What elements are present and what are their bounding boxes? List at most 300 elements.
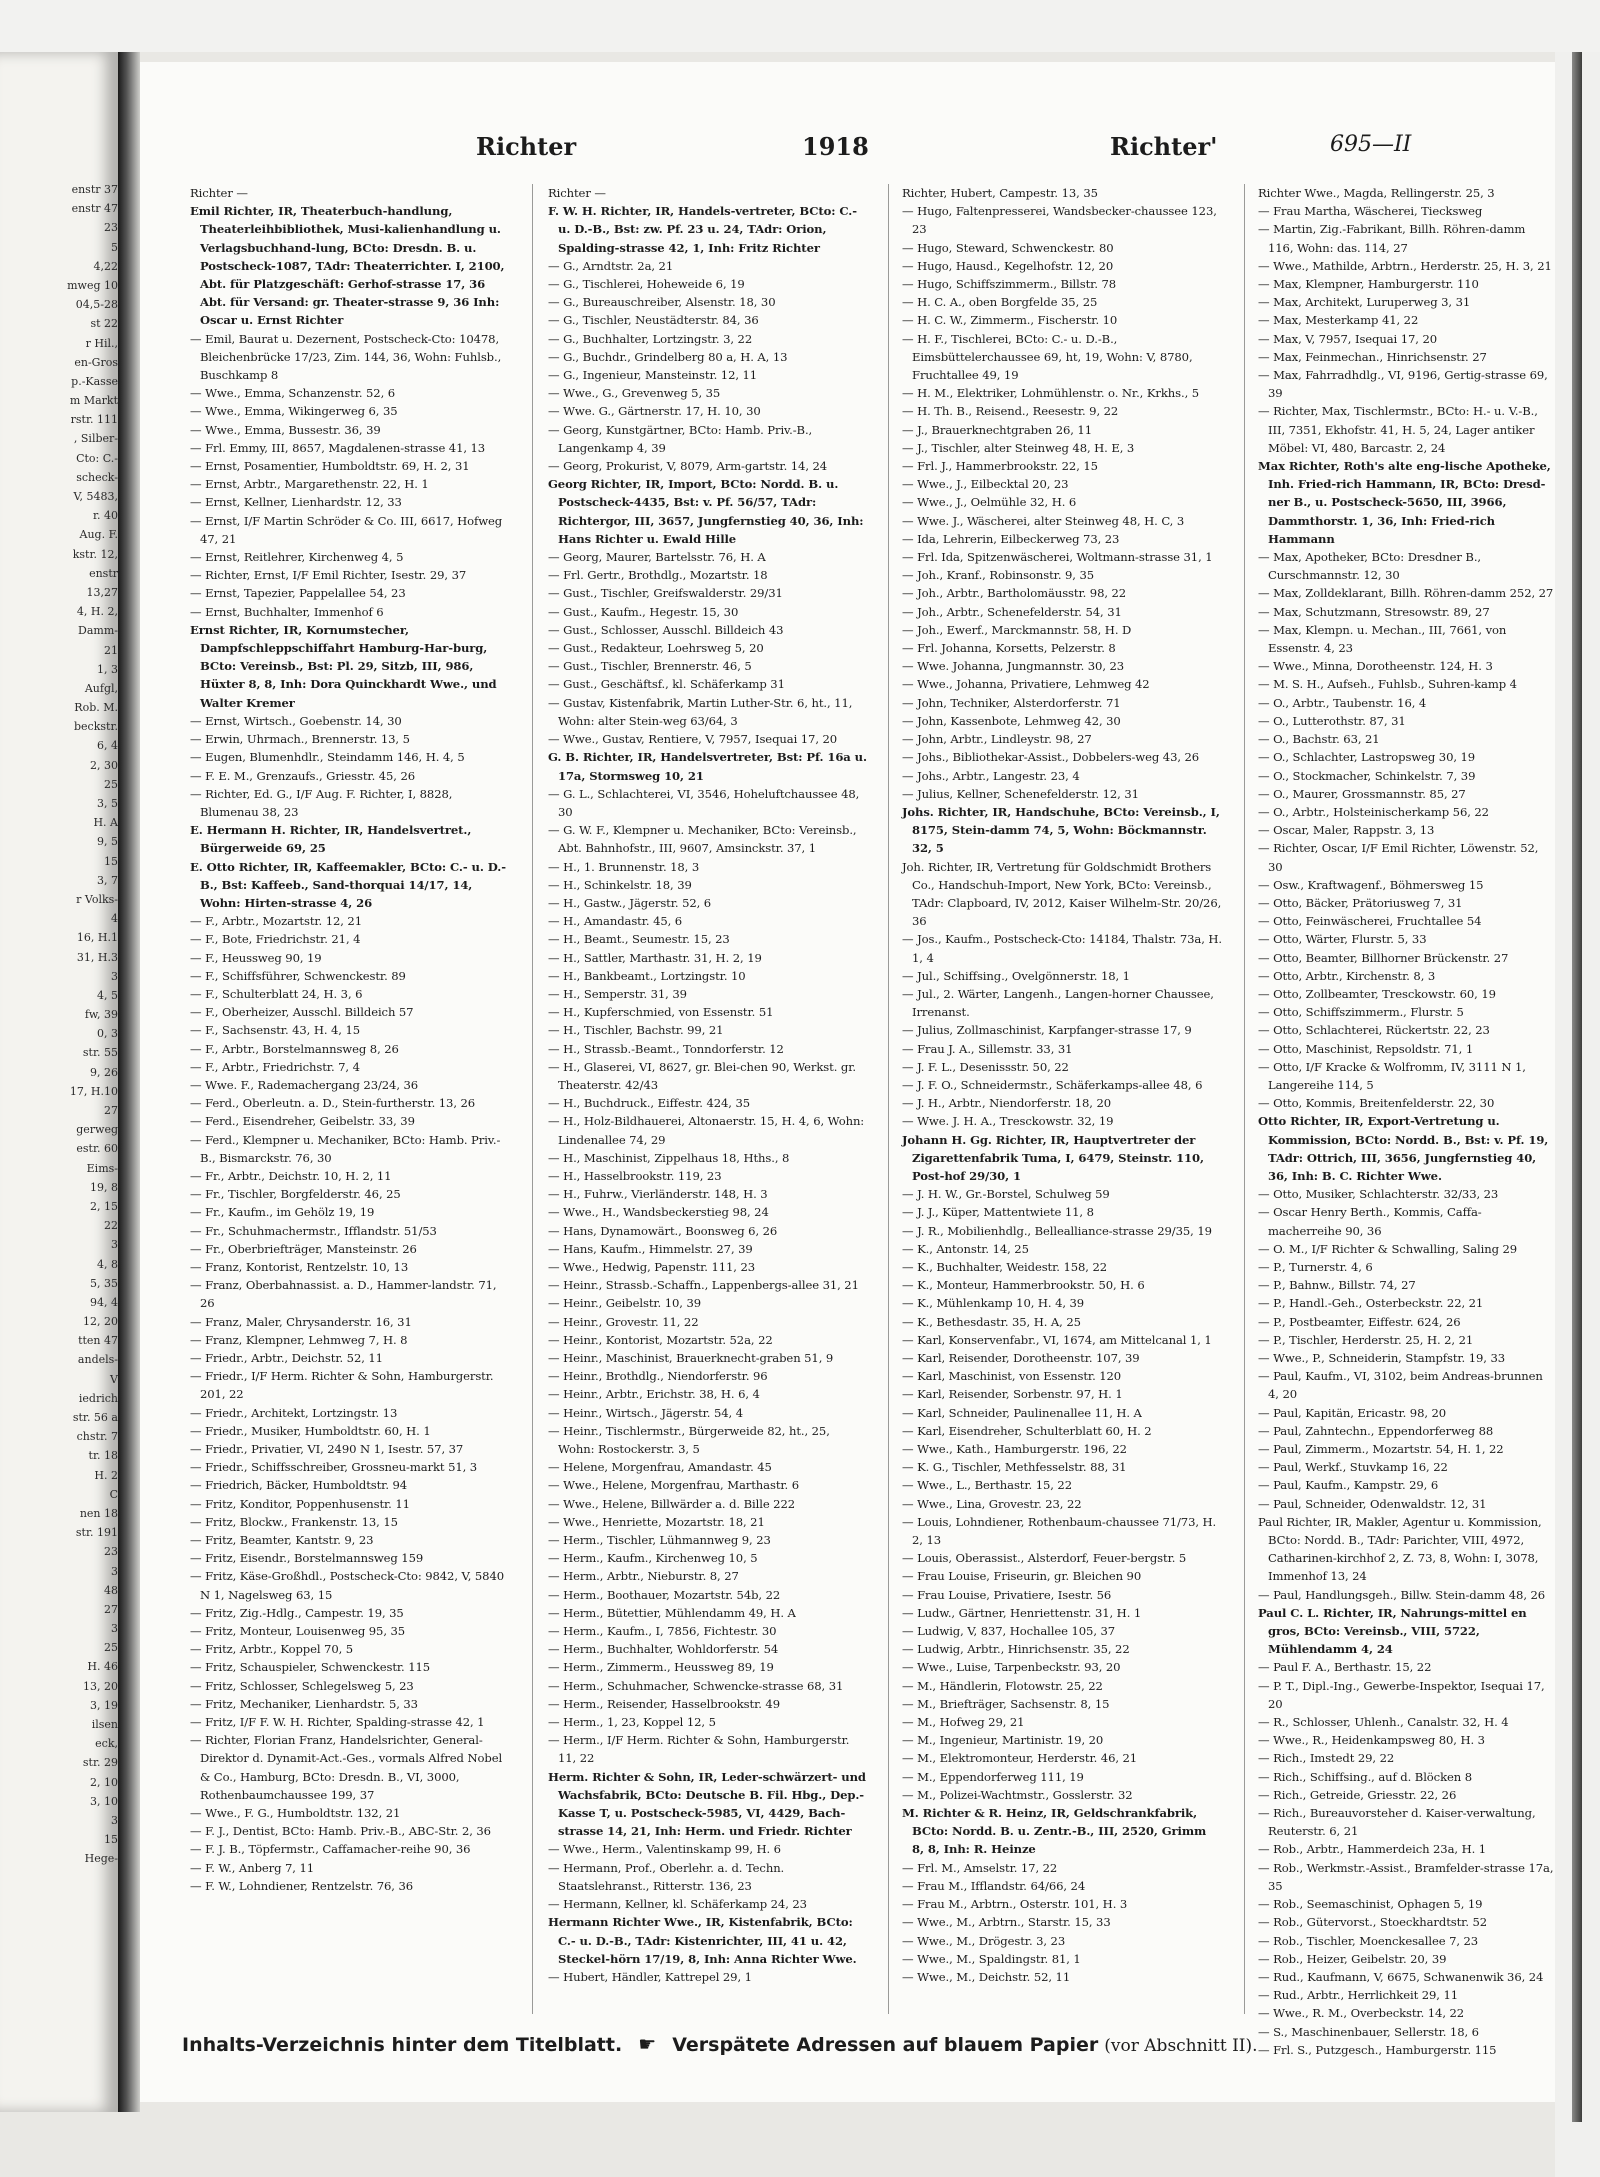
directory-entry: — Frau M., Arbtrn., Osterstr. 101, H. 3 <box>902 1897 1128 1912</box>
directory-entry: — Fritz, Zig.-Hdlg., Campestr. 19, 35 <box>190 1605 404 1620</box>
directory-entry: — H., Schinkelstr. 18, 39 <box>548 877 692 892</box>
left-page-fragment: 3, 10 <box>90 1794 118 1808</box>
left-page-fragment: 4, 5 <box>97 988 118 1002</box>
left-page-fragment: r Hil., <box>85 336 118 350</box>
directory-entry: — Max, Schutzmann, Stresowstr. 89, 27 <box>1258 604 1490 619</box>
firm-entry: G. B. Richter, IR, Handelsvertreter, Bst: Pf. 16a u. 17a, Stormsweg 10, 21 <box>548 750 867 783</box>
directory-entry: — M., Eppendorferweg 111, 19 <box>902 1769 1084 1784</box>
directory-entry: — F. W., Anberg 7, 11 <box>190 1860 315 1875</box>
directory-entry: — Franz, Maler, Chrysanderstr. 16, 31 <box>190 1314 412 1329</box>
book-gutter <box>118 52 140 2112</box>
directory-entry: — P. T., Dipl.-Ing., Gewerbe-Inspektor, Isequai 17, 20 <box>1258 1678 1545 1711</box>
directory-entry: — Wwe., Lina, Grovestr. 23, 22 <box>902 1496 1082 1511</box>
directory-entry: — Heinr., Grovestr. 11, 22 <box>548 1314 699 1329</box>
left-page-fragment: 12, 20 <box>83 1315 118 1329</box>
left-page-fragment: 3, 7 <box>97 873 118 887</box>
directory-entry: — Wwe. G., Gärtnerstr. 17, H. 10, 30 <box>548 404 761 419</box>
left-page-fragment: 31, H.3 <box>76 950 118 964</box>
left-page-fragment: 27 <box>104 1104 118 1117</box>
directory-entry: — Wwe. J. H. A., Tresckowstr. 32, 19 <box>902 1114 1114 1129</box>
directory-entry: Richter Wwe., Magda, Rellingerstr. 25, 3 <box>1258 186 1495 200</box>
directory-entry: — O., Arbtr., Holsteinischerkamp 56, 22 <box>1258 804 1489 819</box>
directory-entry: — Joh., Kranf., Robinsonstr. 9, 35 <box>902 568 1094 583</box>
directory-entry: — Friedr., Arbtr., Deichstr. 52, 11 <box>190 1351 383 1365</box>
left-page-fragment: H. A <box>93 816 118 830</box>
directory-entry: — Wwe., Minna, Dorotheenstr. 124, H. 3 <box>1258 659 1493 674</box>
directory-entry: — Herm., Boothauer, Mozartstr. 54b, 22 <box>548 1587 781 1602</box>
firm-entry: Johann H. Gg. Richter, IR, Hauptvertreter der Zigarettenfabrik Tuma, I, 6479, Steinstr. 110, Post-hof 29/30, 1 <box>902 1132 1204 1183</box>
left-page-fragment: mweg 10 <box>67 278 118 292</box>
firm-entry: E. Otto Richter, IR, Kaffeemakler, BCto: C.- u. D.-B., Bst: Kaffeeb., Sand-thorquai 14/17, 14, Wohn: Hirten-strasse 4, 26 <box>190 859 506 910</box>
directory-entry: — F., Schiffsführer, Schwenckestr. 89 <box>190 968 406 983</box>
directory-entry: — H., Semperstr. 31, 39 <box>548 986 687 1001</box>
directory-entry: — Max, Architekt, Luruperweg 3, 31 <box>1258 295 1471 310</box>
left-page-fragment: 2, 30 <box>90 758 118 772</box>
left-page-fragment: 2, 10 <box>90 1775 118 1789</box>
directory-entry: — J. F. L., Desenissstr. 50, 22 <box>902 1059 1069 1074</box>
directory-entry: — Franz, Klempner, Lehmweg 7, H. 8 <box>190 1332 408 1347</box>
directory-entry: — Wwe., Luise, Tarpenbeckstr. 93, 20 <box>902 1660 1121 1675</box>
left-page-fragment: Aug. F. <box>79 528 118 542</box>
left-page-fragment: en-Gros <box>74 355 118 369</box>
directory-entry: — Joh., Arbtr., Schenefelderstr. 54, 31 <box>902 604 1122 619</box>
left-page-fragment: 17, H.10 <box>69 1084 118 1098</box>
directory-entry: — J., Tischler, alter Steinweg 48, H. E, 3 <box>902 440 1135 455</box>
directory-entry: — Friedr., Schiffsschreiber, Grossneu-markt 51, 3 <box>190 1460 478 1475</box>
firm-entry: Paul C. L. Richter, IR, Nahrungs-mittel en gros, BCto: Vereinsb., VIII, 5722, Mühlendamm 4, 24 <box>1258 1605 1527 1657</box>
directory-entry: — Otto, Feinwäscherei, Fruchtallee 54 <box>1258 914 1482 929</box>
directory-entry: — Hugo, Steward, Schwenckestr. 80 <box>902 240 1114 255</box>
directory-entry: — Paul, Zahntechn., Eppendorferweg 88 <box>1258 1423 1494 1438</box>
page-footer <box>182 2032 1522 2062</box>
left-page-fragment: rstr. 111 <box>70 413 118 427</box>
directory-entry: — Gust., Kaufm., Hegestr. 15, 30 <box>548 604 739 619</box>
left-page-fragment: nen 18 <box>79 1506 118 1520</box>
directory-entry: — Frl. S., Putzgesch., Hamburgerstr. 115 <box>1258 2042 1497 2057</box>
left-page-fragment: eck, <box>95 1737 118 1751</box>
directory-entry: — O., Schlachter, Lastropsweg 30, 19 <box>1258 750 1476 765</box>
directory-entry: — Hans, Kaufm., Himmelstr. 27, 39 <box>548 1241 753 1256</box>
directory-entry: — Ernst, Kellner, Lienhardstr. 12, 33 <box>190 495 402 510</box>
left-page-fragment: str. 191 <box>75 1526 118 1540</box>
directory-entry: — Max, Zolldeklarant, Billh. Röhren-damm 252, 27 <box>1258 586 1554 601</box>
left-page-fragment: st 22 <box>90 317 118 331</box>
directory-entry: — Ernst, Arbtr., Margarethenstr. 22, H. 1 <box>190 477 429 492</box>
directory-entry: — H., 1. Brunnenstr. 18, 3 <box>548 859 700 874</box>
left-page-fragment: 15 <box>104 854 118 868</box>
directory-entry: — Gust., Tischler, Brennerstr. 46, 5 <box>548 659 752 674</box>
directory-entry: — Otto, Arbtr., Kirchenstr. 8, 3 <box>1258 968 1436 983</box>
directory-entry: — H. M., Elektriker, Lohmühlenstr. o. Nr., Krkhs., 5 <box>902 386 1200 401</box>
left-page-fragment: scheck- <box>76 470 118 484</box>
left-page-fragment: 5, 35 <box>90 1276 118 1290</box>
directory-entry: — O. M., I/F Richter & Schwalling, Saling 29 <box>1258 1241 1518 1256</box>
left-page-fragment: kstr. 12, <box>72 547 118 561</box>
left-page-fragment: 1, 3 <box>97 662 118 676</box>
directory-entry: — Rich., Schiffsing., auf d. Blöcken 8 <box>1258 1769 1472 1784</box>
directory-entry: — Fritz, Schauspieler, Schwenckestr. 115 <box>190 1660 431 1675</box>
directory-entry: — Wwe., Emma, Wikingerweg 6, 35 <box>190 404 398 419</box>
left-page-fragment: 22 <box>104 1219 118 1233</box>
left-page-fragment: enstr 37 <box>71 183 118 196</box>
directory-entry: — F. J. B., Töpfermstr., Caffamacher-reihe 90, 36 <box>190 1842 471 1857</box>
left-page-fragment: 2, 15 <box>90 1199 118 1213</box>
directory-entry: — S., Maschinenbauer, Sellerstr. 18, 6 <box>1258 2024 1479 2039</box>
directory-entry: — Rob., Tischler, Moenckesallee 7, 23 <box>1258 1933 1479 1948</box>
directory-entry: — Fr., Arbtr., Deichstr. 10, H. 2, 11 <box>190 1168 392 1183</box>
left-page-fragment: 4,22 <box>93 259 118 273</box>
directory-entry: — M., Händlerin, Flotowstr. 25, 22 <box>902 1678 1103 1693</box>
directory-entry: — Oscar, Maler, Rappstr. 3, 13 <box>1258 823 1435 838</box>
footer-section-note: (vor Abschnitt II). <box>1104 2036 1258 2056</box>
directory-entry: — Wwe., F. G., Humboldtstr. 132, 21 <box>190 1806 401 1821</box>
left-page-fragment: 04,5-28 <box>75 298 118 312</box>
directory-entry: — Wwe., Emma, Schanzenstr. 52, 6 <box>190 386 396 401</box>
directory-entry: — Georg, Prokurist, V, 8079, Arm-gartstr. 14, 24 <box>548 459 828 474</box>
directory-entry: — Rich., Bureauvorsteher d. Kaiser-verwaltung, Reuterstr. 6, 21 <box>1258 1806 1536 1839</box>
directory-entry: — Wwe., Helene, Morgenfrau, Marthastr. 6 <box>548 1478 799 1493</box>
directory-entry: — Heinr., Arbtr., Erichstr. 38, H. 6, 4 <box>548 1387 760 1402</box>
directory-entry: — G., Ingenieur, Mansteinstr. 12, 11 <box>548 368 758 383</box>
left-page-fragment: tr. 18 <box>88 1449 118 1463</box>
directory-entry: — Karl, Reisender, Dorotheenstr. 107, 39 <box>902 1351 1140 1365</box>
left-page-fragment: Damm- <box>78 624 118 638</box>
directory-entry: — Hugo, Hausd., Kegelhofstr. 12, 20 <box>902 258 1114 273</box>
directory-entry: — H., Tischler, Bachstr. 99, 21 <box>548 1023 724 1038</box>
directory-entry: — Ida, Lehrerin, Eilbeckerweg 73, 23 <box>902 531 1120 546</box>
directory-entry: — Fritz, I/F F. W. H. Richter, Spalding-strasse 42, 1 <box>190 1715 485 1730</box>
left-page-fragment: ilsen <box>91 1718 118 1731</box>
directory-entry: — Frau Louise, Privatiere, Isestr. 56 <box>902 1587 1112 1602</box>
directory-entry: — Oscar Henry Berth., Kommis, Caffa-macherreihe 90, 36 <box>1258 1205 1482 1238</box>
directory-entry: — Fritz, Mechaniker, Lienhardstr. 5, 33 <box>190 1696 418 1711</box>
directory-entry: — Richter, Max, Tischlermstr., BCto: H.- u. V.-B., III, 7351, Ekhofstr. 41, H. 5, 24, Lager antiker Möbel: VI, 480, Barcastr. 2, 24 <box>1258 404 1538 455</box>
directory-entry: — P., Tischler, Herderstr. 25, H. 2, 21 <box>1258 1332 1474 1347</box>
left-page-fragment: 3, 5 <box>97 797 118 810</box>
directory-column-3 <box>902 184 1222 2024</box>
directory-entry: — F. J., Dentist, BCto: Hamb. Priv.-B., ABC-Str. 2, 36 <box>190 1824 491 1839</box>
directory-entry: — Ferd., Eisendreher, Geibelstr. 33, 39 <box>190 1114 415 1129</box>
directory-entry: — F., Arbtr., Borstelmannsweg 8, 26 <box>190 1041 399 1056</box>
directory-entry: — H., Amandastr. 45, 6 <box>548 914 683 929</box>
left-page-fragment: estr. 60 <box>76 1142 118 1156</box>
directory-entry: — Julius, Zollmaschinist, Karpfanger-strasse 17, 9 <box>902 1023 1192 1038</box>
directory-entry: — Wwe., Johanna, Privatiere, Lehmweg 42 <box>902 677 1150 692</box>
directory-entry: — Franz, Kontorist, Rentzelstr. 10, 13 <box>190 1259 409 1274</box>
directory-entry: — M., Briefträger, Sachsenstr. 8, 15 <box>902 1696 1110 1711</box>
directory-entry: — Georg, Maurer, Bartelsstr. 76, H. A <box>548 550 766 565</box>
directory-entry: — F., Arbtr., Mozartstr. 12, 21 <box>190 914 362 929</box>
firm-entry: Hermann Richter Wwe., IR, Kistenfabrik, BCto: C.- u. D.-B., TAdr: Kistenrichter, III, 41 u. 42, Steckel-hörn 17/19, 8, Inh: Anna Richter Wwe. <box>548 1915 857 1966</box>
directory-entry: — Frau Louise, Friseurin, gr. Bleichen 90 <box>902 1569 1142 1584</box>
directory-entry: — Wwe., P., Schneiderin, Stampfstr. 19, 33 <box>1258 1351 1505 1365</box>
directory-entry: — P., Postbeamter, Eiffestr. 624, 26 <box>1258 1314 1461 1329</box>
left-page-fragment: 25 <box>104 1641 118 1655</box>
directory-entry: — Ernst, Tapezier, Pappelallee 54, 23 <box>190 586 406 601</box>
directory-entry: — Paul, Kaufm., Kampstr. 29, 6 <box>1258 1478 1439 1493</box>
directory-entry: — Wwe., H., Wandsbeckerstieg 98, 24 <box>548 1205 769 1220</box>
directory-entry: — Herm., Schuhmacher, Schwencke-strasse 68, 31 <box>548 1678 844 1693</box>
directory-entry: — Fritz, Schlosser, Schlegelsweg 5, 23 <box>190 1678 414 1693</box>
footer-late-addresses-note: Verspätete Adressen auf blauem Papier <box>672 2034 1099 2056</box>
directory-entry: — H., Glaserei, VI, 8627, gr. Blei-chen 90, Werkst. gr. Theaterstr. 42/43 <box>548 1059 856 1092</box>
left-page-fragment: 23 <box>104 221 118 235</box>
directory-entry: — Ferd., Klempner u. Mechaniker, BCto: Hamb. Priv.-B., Bismarckstr. 76, 30 <box>190 1132 501 1165</box>
directory-entry: — Gust., Redakteur, Loehrsweg 5, 20 <box>548 641 764 656</box>
left-page-fragment: 3 <box>111 1622 118 1636</box>
directory-entry: — Friedr., Architekt, Lortzingstr. 13 <box>190 1405 398 1420</box>
directory-entry: — Wwe., Mathilde, Arbtrn., Herderstr. 25, H. 3, 21 <box>1258 258 1552 273</box>
directory-entry: — Wwe., Kath., Hamburgerstr. 196, 22 <box>902 1442 1127 1457</box>
left-page-fragment: Hege- <box>84 1852 118 1866</box>
column-divider <box>532 184 533 2014</box>
directory-entry: — Rich., Imstedt 29, 22 <box>1258 1751 1395 1766</box>
left-page-fragment: 6, 4 <box>97 739 118 753</box>
directory-entry: — Friedr., I/F Herm. Richter & Sohn, Hamburgerstr. 201, 22 <box>190 1369 494 1402</box>
directory-entry: — K., Bethesdastr. 35, H. A, 25 <box>902 1314 1081 1329</box>
directory-entry: — Herm., Buchhalter, Wohldorferstr. 54 <box>548 1642 779 1657</box>
directory-entry: — Max, Apotheker, BCto: Dresdner B., Curschmannstr. 12, 30 <box>1258 550 1482 583</box>
directory-entry: — Otto, Musiker, Schlachterstr. 32/33, 23 <box>1258 1187 1499 1202</box>
directory-entry: — Fr., Tischler, Borgfelderstr. 46, 25 <box>190 1187 401 1202</box>
directory-entry: — Gust., Tischler, Greifswalderstr. 29/31 <box>548 586 783 601</box>
directory-entry: — H., Beamt., Seumestr. 15, 23 <box>548 932 730 947</box>
left-page-fragment: 25 <box>104 777 118 791</box>
directory-entry: — M., Hofweg 29, 21 <box>902 1715 1025 1730</box>
directory-entry: — F. W., Lohndiener, Rentzelstr. 76, 36 <box>190 1878 414 1893</box>
directory-entry: — Heinr., Tischlermstr., Bürgerweide 82, ht., 25, Wohn: Rostockerstr. 3, 5 <box>548 1423 830 1457</box>
left-page-fragment: 0, 3 <box>97 1027 118 1041</box>
directory-entry: — Fritz, Käse-Großhdl., Postscheck-Cto: 9842, V, 5840 N 1, Nagelsweg 63, 15 <box>190 1569 505 1602</box>
year-heading: 1918 <box>802 132 869 161</box>
directory-entry: — Herm., I/F Herm. Richter & Sohn, Hamburgerstr. 11, 22 <box>548 1733 850 1766</box>
directory-entry: — Otto, Schiffszimmerm., Flurstr. 5 <box>1258 1005 1464 1020</box>
running-head-right: Richter' <box>1110 132 1218 161</box>
directory-entry: — H. F., Tischlerei, BCto: C.- u. D.-B., Eimsbüttelerchaussee 69, ht, 19, Wohn: V, 8780, Fruchtallee 49, 19 <box>902 331 1193 383</box>
directory-entry: — J. H., Arbtr., Niendorferstr. 18, 20 <box>902 1096 1112 1111</box>
directory-entry: — Frl. M., Amselstr. 17, 22 <box>902 1860 1058 1875</box>
directory-entry: — M., Polizei-Wachtmstr., Gosslerstr. 32 <box>902 1787 1133 1802</box>
directory-entry: — Wwe., G., Grevenweg 5, 35 <box>548 386 721 401</box>
directory-entry: — Heinr., Kontorist, Mozartstr. 52a, 22 <box>548 1332 773 1347</box>
directory-entry: — Paul, Kaufm., VI, 3102, beim Andreas-brunnen 4, 20 <box>1258 1369 1543 1402</box>
left-page-fragment: str. 55 <box>82 1046 118 1060</box>
directory-entry: — Richter, Oscar, I/F Emil Richter, Löwenstr. 52, 30 <box>1258 841 1539 874</box>
directory-entry: — Hubert, Händler, Kattrepel 29, 1 <box>548 1969 752 1984</box>
directory-entry: — Hugo, Schiffszimmerm., Billstr. 78 <box>902 277 1117 292</box>
directory-entry: — Helene, Morgenfrau, Amandastr. 45 <box>548 1460 772 1475</box>
directory-entry: — Gust., Schlosser, Ausschl. Billdeich 43 <box>548 622 784 637</box>
directory-entry: — O., Bachstr. 63, 21 <box>1258 732 1380 747</box>
directory-entry: — Jul., Schiffsing., Ovelgönnerstr. 18, 1 <box>902 968 1130 983</box>
directory-entry: — Wwe., J., Oelmühle 32, H. 6 <box>902 495 1077 510</box>
firm-entry: Ernst Richter, IR, Kornumstecher, Dampfschleppschiffahrt Hamburg-Har-burg, BCto: Vereinsb., Bst: Pl. 29, Sitzb, III, 986, Hüxter 8, 8, Inh: Dora Quinckhardt Wwe., und Walter Kremer <box>190 622 497 710</box>
directory-entry: — John, Kassenbote, Lehmweg 42, 30 <box>902 713 1121 728</box>
directory-entry: — Heinr., Strassb.-Schaffn., Lappenbergs-allee 31, 21 <box>548 1278 859 1293</box>
left-page-fragment: V <box>110 1372 118 1386</box>
directory-entry: — Ernst, Wirtsch., Goebenstr. 14, 30 <box>190 713 402 728</box>
directory-entry: — Ernst, Reitlehrer, Kirchenweg 4, 5 <box>190 550 404 565</box>
directory-entry: — Herm., Kaufm., I, 7856, Fichtestr. 30 <box>548 1624 777 1639</box>
left-page-fragment: 13, 20 <box>83 1679 118 1693</box>
directory-entry: — Richter, Ernst, I/F Emil Richter, Isestr. 29, 37 <box>190 568 467 583</box>
left-page-fragment: H. 2 <box>94 1468 118 1482</box>
directory-entry: — H. C. A., oben Borgfelde 35, 25 <box>902 295 1098 310</box>
directory-entry: — Fritz, Arbtr., Koppel 70, 5 <box>190 1642 354 1657</box>
directory-entry: — Fr., Kaufm., im Gehölz 19, 19 <box>190 1205 375 1220</box>
directory-entry: — Paul, Kapitän, Ericastr. 98, 20 <box>1258 1405 1447 1420</box>
left-page-fragment: 4, 8 <box>97 1257 118 1271</box>
directory-entry: — Max, Klempner, Hamburgerstr. 110 <box>1258 277 1479 292</box>
directory-entry: — Karl, Schneider, Paulinenallee 11, H. A <box>902 1405 1142 1420</box>
directory-entry: — Wwe., Henriette, Mozartstr. 18, 21 <box>548 1514 765 1529</box>
directory-entry: — Johs., Bibliothekar-Assist., Dobbelers-weg 43, 26 <box>902 750 1200 765</box>
directory-entry: — Ernst, Buchhalter, Immenhof 6 <box>190 604 384 619</box>
directory-entry: — Wwe., M., Arbtrn., Starstr. 15, 33 <box>902 1915 1111 1930</box>
directory-entry: — Max, Fahrradhdlg., VI, 9196, Gertig-strasse 69, 39 <box>1258 368 1548 401</box>
directory-entry: — G., Buchdr., Grindelberg 80 a, H. A, 13 <box>548 349 788 364</box>
directory-entry: — Karl, Eisendreher, Schulterblatt 60, H. 2 <box>902 1423 1152 1438</box>
directory-entry: — Frl. J., Hammerbrookstr. 22, 15 <box>902 459 1098 474</box>
left-page-fragment: , Silber- <box>73 432 118 446</box>
directory-entry: — Otto, Beamter, Billhorner Brückenstr. 27 <box>1258 950 1509 965</box>
left-page-fragment: 21 <box>104 643 118 657</box>
directory-entry: — Joh., Arbtr., Bartholomäusstr. 98, 22 <box>902 586 1127 601</box>
firm-entry: Johs. Richter, IR, Handschuhe, BCto: Vereinsb., I, 8175, Stein-damm 74, 5, Wohn: Böckmannstr. 32, 5 <box>902 804 1220 856</box>
directory-entry: — G. L., Schlachterei, VI, 3546, Hoheluftchaussee 48, 30 <box>548 786 860 819</box>
left-page-fragment: 9, 26 <box>90 1065 118 1079</box>
directory-entry: — H., Sattler, Marthastr. 31, H. 2, 19 <box>548 950 762 965</box>
directory-entry: — Rich., Getreide, Griesstr. 22, 26 <box>1258 1787 1457 1802</box>
left-page-fragment: 94, 4 <box>90 1295 118 1309</box>
directory-entry: — P., Turnerstr. 4, 6 <box>1258 1259 1373 1274</box>
directory-entry: — M., Elektromonteur, Herderstr. 46, 21 <box>902 1751 1138 1766</box>
directory-entry: — Rud., Arbtr., Herrlichkeit 29, 11 <box>1258 1988 1459 2003</box>
left-page-fragment: C <box>109 1487 118 1501</box>
directory-entry: — Ludwig, Arbtr., Hinrichsenstr. 35, 22 <box>902 1642 1130 1657</box>
directory-entry: — Otto, Maschinist, Repsoldstr. 71, 1 <box>1258 1041 1474 1056</box>
directory-entry: — M. S. H., Aufseh., Fuhlsb., Suhren-kamp 4 <box>1258 677 1517 692</box>
directory-entry: — Wwe., Hedwig, Papenstr. 111, 23 <box>548 1259 755 1274</box>
left-page-fragment: enstr 47 <box>71 202 118 216</box>
directory-entry: — F., Heussweg 90, 19 <box>190 950 322 965</box>
directory-entry: — Fr., Schuhmachermstr., Ifflandstr. 51/53 <box>190 1223 437 1238</box>
directory-entry: — Friedr., Privatier, VI, 2490 N 1, Isestr. 57, 37 <box>190 1442 464 1457</box>
directory-entry: — Wwe., R. M., Overbeckstr. 14, 22 <box>1258 2006 1465 2021</box>
directory-entry: — Wwe., Gustav, Rentiere, V, 7957, Isequai 17, 20 <box>548 732 838 747</box>
directory-entry: — Joh., Ewerf., Marckmannstr. 58, H. D <box>902 622 1132 637</box>
left-page-fragment: H. 46 <box>87 1660 118 1674</box>
directory-entry: — O., Maurer, Grossmannstr. 85, 27 <box>1258 786 1466 801</box>
left-page-fragment: beckstr. <box>74 720 118 734</box>
footer-index-note: Inhalts-Verzeichnis hinter dem Titelblatt. <box>182 2034 623 2056</box>
directory-column-4 <box>1258 184 1554 2057</box>
directory-entry: — Wwe., L., Berthastr. 15, 22 <box>902 1478 1072 1493</box>
directory-entry: — K., Monteur, Hammerbrookstr. 50, H. 6 <box>902 1278 1145 1293</box>
directory-entry: — J. H. W., Gr.-Borstel, Schulweg 59 <box>902 1187 1110 1202</box>
left-page-fragment: str. 29 <box>82 1756 118 1770</box>
pointing-hand-icon: ☛ <box>638 2032 657 2056</box>
directory-entry: — Paul, Handlungsgeh., Billw. Stein-damm 48, 26 <box>1258 1587 1546 1602</box>
left-page-text-fragments <box>0 52 118 1869</box>
left-page-fragment: andels- <box>77 1353 118 1367</box>
left-page-fragment: m Markt <box>69 394 118 408</box>
directory-entry: — R., Schlosser, Uhlenh., Canalstr. 32, H. 4 <box>1258 1715 1509 1730</box>
directory-entry: — Herm., Tischler, Lühmannweg 9, 23 <box>548 1533 771 1548</box>
directory-entry: — Wwe., R., Heidenkampsweg 80, H. 3 <box>1258 1733 1485 1748</box>
directory-entry: — F., Schulterblatt 24, H. 3, 6 <box>190 986 363 1001</box>
left-page-fragment: 13,27 <box>86 585 118 599</box>
left-page-fragment: Aufgl, <box>84 681 118 695</box>
directory-entry: — Wwe., Helene, Billwärder a. d. Bille 222 <box>548 1496 796 1511</box>
directory-entry: — John, Techniker, Alsterdorferstr. 71 <box>902 695 1121 710</box>
directory-entry: Paul Richter, IR, Makler, Agentur u. Kommission, BCto: Nordd. B., TAdr: Parichter, VIII, 4972, Catharinen-kirchhof 2, Z. 73, 8, Wohn: I, 3078, Immenhof 13, 24 <box>1258 1514 1542 1584</box>
directory-entry: — Max, V, 7957, Isequai 17, 20 <box>1258 331 1438 346</box>
left-page-fragment: 4 <box>111 912 118 926</box>
directory-entry: — Wwe. J., Wäscherei, alter Steinweg 48, H. C, 3 <box>902 513 1185 528</box>
left-page-fragment: fw, 39 <box>84 1008 118 1022</box>
directory-entry: — Ernst, I/F Martin Schröder & Co. III, 6617, Hofweg 47, 21 <box>190 513 503 546</box>
left-page-fragment: r. 40 <box>92 509 118 523</box>
directory-entry: — H., Bankbeamt., Lortzingstr. 10 <box>548 968 746 983</box>
directory-entry: — Herm., Zimmerm., Heussweg 89, 19 <box>548 1660 774 1675</box>
directory-entry: — John, Arbtr., Lindleystr. 98, 27 <box>902 732 1092 747</box>
directory-entry: — O., Arbtr., Taubenstr. 16, 4 <box>1258 695 1427 710</box>
left-page-fragment: 3, 19 <box>90 1698 118 1712</box>
directory-entry: — Paul F. A., Berthastr. 15, 22 <box>1258 1660 1432 1675</box>
directory-entry: — Frau Martha, Wäscherei, Tiecksweg <box>1258 204 1483 219</box>
directory-entry: — H. C. W., Zimmerm., Fischerstr. 10 <box>902 313 1118 328</box>
directory-entry: — Rud., Kaufmann, V, 6675, Schwanenwik 36, 24 <box>1258 1969 1544 1984</box>
directory-entry: — Jul., 2. Wärter, Langenh., Langen-horner Chaussee, Irrenanst. <box>902 986 1214 1020</box>
directory-entry: — Rob., Werkmstr.-Assist., Bramfelder-strasse 17a, 35 <box>1258 1860 1554 1893</box>
directory-entry: — P., Handl.-Geh., Osterbeckstr. 22, 21 <box>1258 1296 1484 1311</box>
scan-top-margin <box>0 0 1600 52</box>
directory-entry: — Erwin, Uhrmach., Brennerstr. 13, 5 <box>190 732 410 747</box>
directory-entry: — Franz, Oberbahnassist. a. D., Hammer-landstr. 71, 26 <box>190 1278 497 1311</box>
directory-entry: — K. G., Tischler, Methfesselstr. 88, 31 <box>902 1460 1127 1475</box>
directory-column-2 <box>548 184 868 2024</box>
running-head-left: Richter <box>476 132 577 161</box>
directory-entry: — J. R., Mobilienhdlg., Bellealliance-strasse 29/35, 19 <box>902 1223 1212 1238</box>
directory-entry: — Herm., Kaufm., Kirchenweg 10, 5 <box>548 1551 758 1566</box>
directory-entry: — Fritz, Beamter, Kantstr. 9, 23 <box>190 1533 374 1548</box>
directory-entry: — Friedrich, Bäcker, Humboldtstr. 94 <box>190 1478 408 1493</box>
directory-entry: — G., Bureauschreiber, Alsenstr. 18, 30 <box>548 295 776 310</box>
left-page-fragment: r Volks- <box>76 892 118 906</box>
left-page-fragment: 3 <box>111 1813 118 1827</box>
directory-entry: — Frl. Ida, Spitzenwäscherei, Woltmann-strasse 31, 1 <box>902 550 1213 565</box>
directory-entry: — Wwe., M., Deichstr. 52, 11 <box>902 1969 1071 1984</box>
directory-entry: — M., Ingenieur, Martinistr. 19, 20 <box>902 1733 1104 1748</box>
directory-entry: — Louis, Lohndiener, Rothenbaum-chaussee 71/73, H. 2, 13 <box>902 1514 1217 1548</box>
left-page-fragment: 3 <box>111 1564 118 1578</box>
directory-entry: — Otto, Wärter, Flurstr. 5, 33 <box>1258 932 1427 947</box>
firm-entry: Herm. Richter & Sohn, IR, Leder-schwärzert- und Wachsfabrik, BCto: Deutsche B. Fil. Hbg., Dep.-Kasse T, u. Postscheck-5985, VI, 4429, Bach-strasse 14, 21, Inh: Herm. und Friedr. Richter <box>548 1769 866 1839</box>
left-page-fragment: 23 <box>104 1545 118 1559</box>
directory-entry: — Herm., 1, 23, Koppel 12, 5 <box>548 1715 716 1730</box>
directory-entry: — H., Buchdruck., Eiffestr. 424, 35 <box>548 1096 751 1111</box>
column-divider <box>888 184 889 2014</box>
directory-entry: — F. E. M., Grenzaufs., Griesstr. 45, 26 <box>190 768 416 783</box>
directory-entry: — Fritz, Monteur, Louisenweg 95, 35 <box>190 1624 406 1639</box>
left-page-fragment: 3 <box>111 969 118 983</box>
left-page-fragment: 4, H. 2, <box>76 605 118 619</box>
directory-entry: — Karl, Konservenfabr., VI, 1674, am Mittelcanal 1, 1 <box>902 1332 1212 1347</box>
directory-entry: — Otto, Bäcker, Prätoriusweg 7, 31 <box>1258 895 1463 910</box>
firm-entry: Max Richter, Roth's alte eng-lische Apotheke, Inh. Fried-rich Hammann, IR, BCto: Dresd-ner B., u. Postscheck-5650, III, 3966, Dammthorstr. 1, 36, Inh: Fried-rich Hammann <box>1258 459 1551 546</box>
directory-entry: — Paul, Zimmerm., Mozartstr. 54, H. 1, 22 <box>1258 1442 1504 1457</box>
